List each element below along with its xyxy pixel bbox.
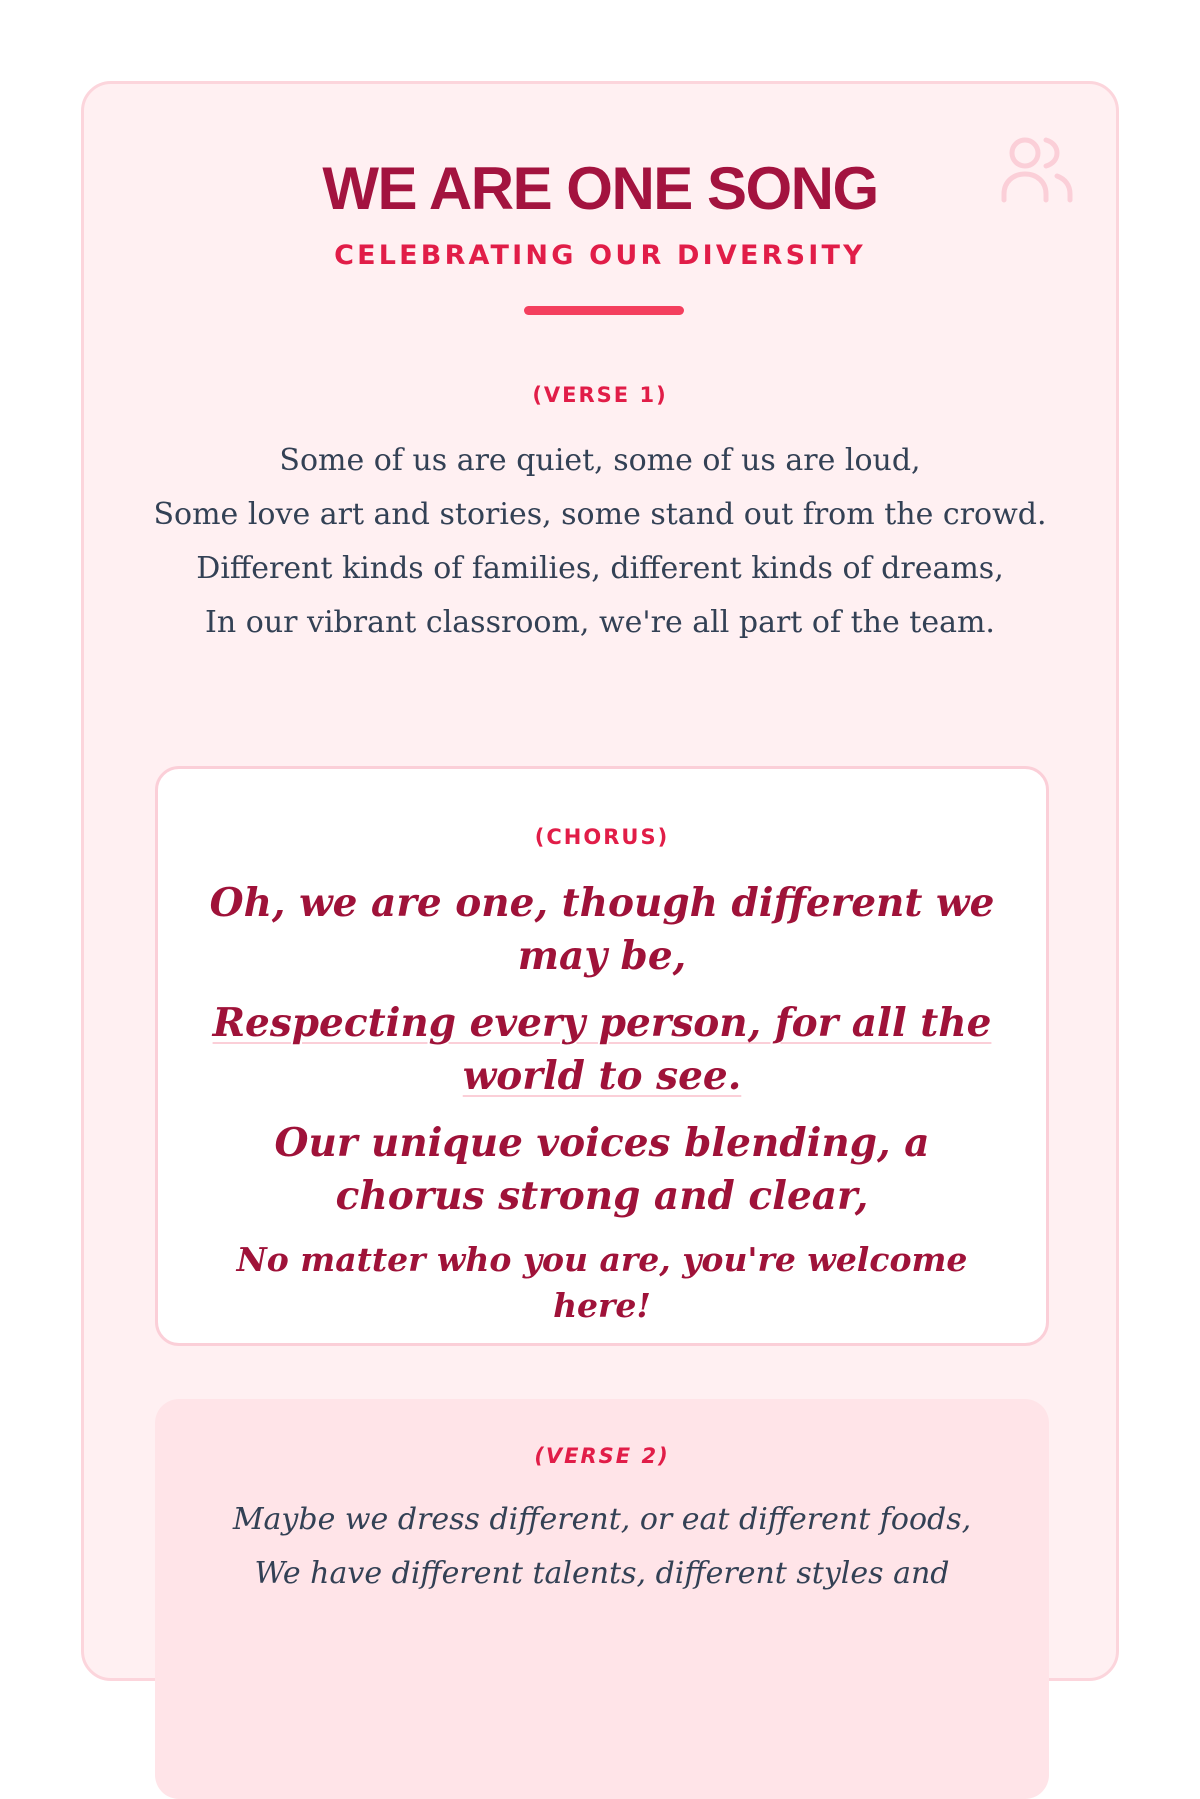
chorus-line: Our unique voices blending, a chorus strong and clear,	[274, 1120, 930, 1219]
verse-1-line: In our vibrant classroom, we're all part of the team.	[205, 605, 995, 640]
verse-1-section	[144, 382, 1056, 650]
chorus-line: No matter who you are, you're welcome here!	[236, 1240, 968, 1325]
verse-2-lines	[195, 1493, 1009, 1601]
song-card	[81, 81, 1119, 1681]
chorus-line: Oh, we are one, though different we may be,	[209, 880, 995, 979]
chorus-lines	[198, 877, 1006, 1343]
verse-2-section	[155, 1399, 1049, 1799]
song-title: WE ARE ONE SONG	[322, 155, 878, 222]
verse-2-label: (VERSE 2)	[534, 1444, 670, 1468]
verse-1-line: Some love art and stories, some stand out from the crowd.	[153, 497, 1047, 532]
title-divider	[524, 306, 684, 315]
chorus-label: (CHORUS)	[534, 825, 670, 849]
verse-1-lines	[144, 434, 1056, 650]
song-subtitle: CELEBRATING OUR DIVERSITY	[334, 240, 866, 271]
chorus-line-text: Respecting every person, for all the world to see.	[212, 1000, 992, 1099]
verse-1-line: Some of us are quiet, some of us are loud,	[279, 443, 921, 478]
verse-2-line: Maybe we dress different, or eat different foods,	[232, 1502, 972, 1537]
verse-1-label: (VERSE 1)	[532, 383, 668, 407]
chorus-section	[155, 766, 1049, 1346]
verse-1-line: Different kinds of families, different kinds of dreams,	[196, 551, 1004, 586]
chorus-line-underlined	[198, 997, 1006, 1103]
verse-2-line: We have different talents, different styles and	[254, 1556, 950, 1591]
